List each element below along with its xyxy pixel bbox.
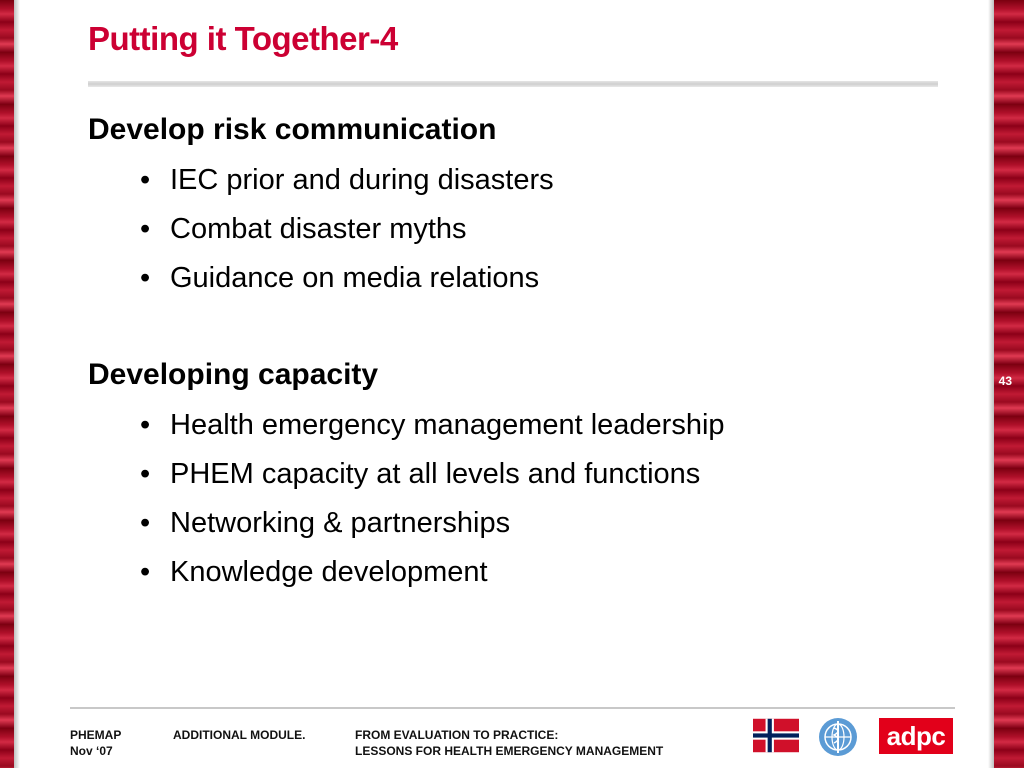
bullet-icon: • xyxy=(140,409,151,441)
bullet-icon: • xyxy=(140,164,151,196)
bullet-icon: • xyxy=(140,458,151,490)
bullet-list-developing-capacity xyxy=(88,405,948,601)
footer-program-name: PHEMAP xyxy=(70,728,122,742)
section-spacer xyxy=(88,307,948,355)
bullet-list-risk-communication xyxy=(88,160,948,307)
section-heading-risk-communication: Develop risk communication xyxy=(88,113,497,146)
list-item: • Networking & partnerships xyxy=(88,503,948,552)
list-item: • Knowledge development xyxy=(88,552,948,601)
list-item: • Combat disaster myths xyxy=(88,209,948,258)
page-number: 43 xyxy=(998,374,1012,388)
footer-module-label: ADDITIONAL MODULE. xyxy=(173,728,306,742)
bullet-icon: • xyxy=(140,507,151,539)
title-divider xyxy=(88,81,938,87)
bullet-icon: • xyxy=(140,556,151,588)
footer-course-title-line2: LESSONS FOR HEALTH EMERGENCY MANAGEMENT xyxy=(355,744,664,758)
list-item: • PHEM capacity at all levels and functions xyxy=(88,454,948,503)
slide-title: Putting it Together-4 xyxy=(88,20,398,57)
list-item: • IEC prior and during disasters xyxy=(88,160,948,209)
footer-course-title-line1: FROM EVALUATION TO PRACTICE: xyxy=(355,728,559,742)
slide-content xyxy=(88,110,948,601)
who-emblem-icon xyxy=(817,716,859,758)
footer-date: Nov ‘07 xyxy=(70,744,113,758)
footer-module xyxy=(173,727,305,743)
left-decorative-edge xyxy=(0,0,14,768)
footer-program xyxy=(70,727,121,759)
list-item: • Health emergency management leadership xyxy=(88,405,948,454)
adpc-logo: adpc xyxy=(879,718,953,754)
footer-divider xyxy=(70,707,955,709)
section-heading-developing-capacity: Developing capacity xyxy=(88,358,379,391)
footer-course-title xyxy=(355,727,663,759)
bullet-icon: • xyxy=(140,213,151,245)
list-item: • Guidance on media relations xyxy=(88,258,948,307)
norway-flag-icon xyxy=(753,718,799,753)
bullet-icon: • xyxy=(140,262,151,294)
